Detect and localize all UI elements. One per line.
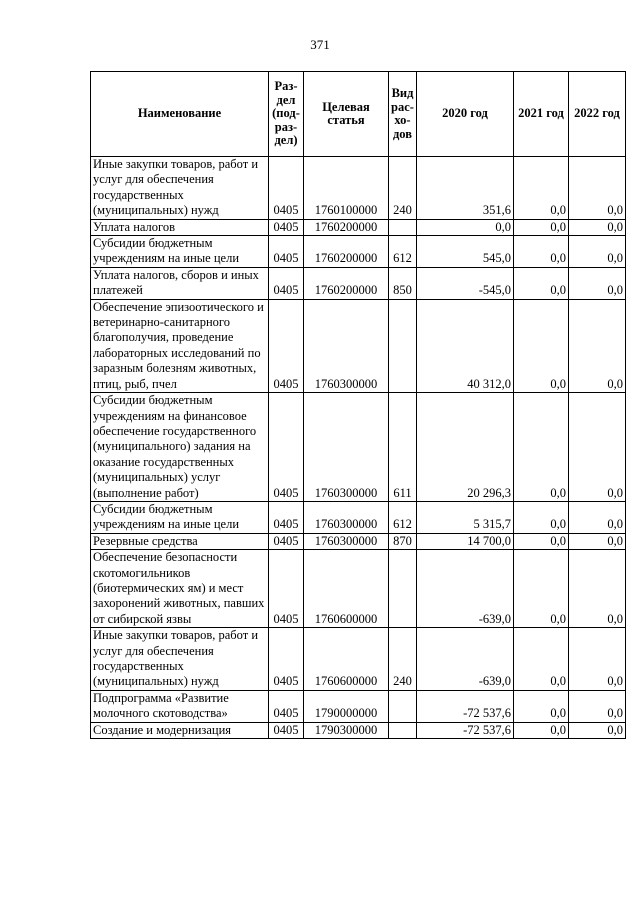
- cell-2020: 20 296,3: [417, 393, 514, 502]
- cell-2022: 0,0: [569, 550, 626, 628]
- cell-2020: 351,6: [417, 157, 514, 220]
- cell-name: Субсидии бюджетным учреждениям на иные цели: [91, 501, 269, 533]
- cell-2020: 14 700,0: [417, 533, 514, 549]
- cell-expense: 240: [389, 157, 417, 220]
- col-header-2022: 2022 год: [569, 72, 626, 157]
- cell-section: 0405: [269, 267, 304, 299]
- cell-2021: 0,0: [514, 236, 569, 268]
- cell-name: Резервные средства: [91, 533, 269, 549]
- cell-2021: 0,0: [514, 267, 569, 299]
- cell-2022: 0,0: [569, 690, 626, 722]
- cell-section: 0405: [269, 157, 304, 220]
- table-row: [91, 722, 626, 738]
- cell-expense: 870: [389, 533, 417, 549]
- col-header-2021: 2021 год: [514, 72, 569, 157]
- cell-target: 1760200000: [304, 267, 389, 299]
- cell-expense: [389, 550, 417, 628]
- cell-section: 0405: [269, 299, 304, 392]
- cell-2020: -72 537,6: [417, 690, 514, 722]
- table-row: [91, 533, 626, 549]
- cell-name: Создание и модернизация: [91, 722, 269, 738]
- cell-2020: -545,0: [417, 267, 514, 299]
- table-row: [91, 550, 626, 628]
- cell-2021: 0,0: [514, 722, 569, 738]
- cell-2021: 0,0: [514, 299, 569, 392]
- cell-2022: 0,0: [569, 501, 626, 533]
- cell-section: 0405: [269, 533, 304, 549]
- cell-name: Обеспечение безопасности скотомогильников (биотермических ям) и мест захоронений животных, павших от сибирской язвы: [91, 550, 269, 628]
- col-header-section: Раз- дел (под- раз- дел): [269, 72, 304, 157]
- cell-section: 0405: [269, 219, 304, 235]
- cell-2022: 0,0: [569, 219, 626, 235]
- cell-2021: 0,0: [514, 393, 569, 502]
- cell-expense: 611: [389, 393, 417, 502]
- cell-2020: 5 315,7: [417, 501, 514, 533]
- table-header-row: [91, 72, 626, 157]
- cell-expense: 612: [389, 501, 417, 533]
- cell-2021: 0,0: [514, 533, 569, 549]
- cell-2022: 0,0: [569, 299, 626, 392]
- table-row: [91, 236, 626, 268]
- cell-target: 1760300000: [304, 299, 389, 392]
- col-header-target: Целевая статья: [304, 72, 389, 157]
- cell-name: Уплата налогов, сборов и иных платежей: [91, 267, 269, 299]
- cell-name: Уплата налогов: [91, 219, 269, 235]
- cell-2022: 0,0: [569, 533, 626, 549]
- table-row: [91, 267, 626, 299]
- cell-target: 1760300000: [304, 501, 389, 533]
- cell-target: 1760100000: [304, 157, 389, 220]
- cell-2021: 0,0: [514, 157, 569, 220]
- cell-2021: 0,0: [514, 219, 569, 235]
- budget-table: [90, 71, 626, 739]
- cell-expense: 850: [389, 267, 417, 299]
- cell-2022: 0,0: [569, 722, 626, 738]
- cell-2022: 0,0: [569, 393, 626, 502]
- cell-target: 1760300000: [304, 533, 389, 549]
- cell-name: Субсидии бюджетным учреждениям на иные цели: [91, 236, 269, 268]
- col-header-2020: 2020 год: [417, 72, 514, 157]
- table-row: [91, 157, 626, 220]
- cell-section: 0405: [269, 501, 304, 533]
- cell-expense: [389, 299, 417, 392]
- cell-2020: -639,0: [417, 628, 514, 691]
- cell-target: 1760600000: [304, 550, 389, 628]
- cell-section: 0405: [269, 393, 304, 502]
- table-row: [91, 690, 626, 722]
- cell-2022: 0,0: [569, 157, 626, 220]
- cell-expense: [389, 722, 417, 738]
- cell-2021: 0,0: [514, 501, 569, 533]
- cell-2022: 0,0: [569, 267, 626, 299]
- cell-2021: 0,0: [514, 628, 569, 691]
- cell-section: 0405: [269, 690, 304, 722]
- cell-section: 0405: [269, 722, 304, 738]
- cell-expense: 612: [389, 236, 417, 268]
- cell-2022: 0,0: [569, 236, 626, 268]
- cell-name: Обеспечение эпизоотического и ветеринарно-санитарного благополучия, проведение лабораторных исследований по заразным болезням животных, птиц, рыб, пчел: [91, 299, 269, 392]
- cell-2021: 0,0: [514, 690, 569, 722]
- cell-section: 0405: [269, 236, 304, 268]
- cell-2020: 40 312,0: [417, 299, 514, 392]
- table-row: [91, 628, 626, 691]
- col-header-name: Наименование: [91, 72, 269, 157]
- cell-name: Иные закупки товаров, работ и услуг для обеспечения государственных (муниципальных) нужд: [91, 628, 269, 691]
- cell-target: 1760200000: [304, 219, 389, 235]
- cell-name: Подпрограмма «Развитие молочного скотоводства»: [91, 690, 269, 722]
- cell-expense: [389, 219, 417, 235]
- cell-section: 0405: [269, 550, 304, 628]
- cell-2021: 0,0: [514, 550, 569, 628]
- cell-section: 0405: [269, 628, 304, 691]
- cell-expense: 240: [389, 628, 417, 691]
- table-row: [91, 219, 626, 235]
- cell-2020: 0,0: [417, 219, 514, 235]
- page-number: 371: [310, 37, 330, 52]
- cell-name: Субсидии бюджетным учреждениям на финансовое обеспечение государственного (муниципального) задания на оказание государственных (муниципальных) услуг (выполнение работ): [91, 393, 269, 502]
- cell-expense: [389, 690, 417, 722]
- cell-target: 1790000000: [304, 690, 389, 722]
- cell-target: 1760200000: [304, 236, 389, 268]
- table-row: [91, 501, 626, 533]
- cell-2022: 0,0: [569, 628, 626, 691]
- cell-target: 1760600000: [304, 628, 389, 691]
- table-row: [91, 393, 626, 502]
- col-header-expense: Вид рас- хо- дов: [389, 72, 417, 157]
- cell-2020: -639,0: [417, 550, 514, 628]
- cell-target: 1790300000: [304, 722, 389, 738]
- cell-name: Иные закупки товаров, работ и услуг для обеспечения государственных (муниципальных) нужд: [91, 157, 269, 220]
- cell-2020: 545,0: [417, 236, 514, 268]
- cell-2020: -72 537,6: [417, 722, 514, 738]
- table-row: [91, 299, 626, 392]
- cell-target: 1760300000: [304, 393, 389, 502]
